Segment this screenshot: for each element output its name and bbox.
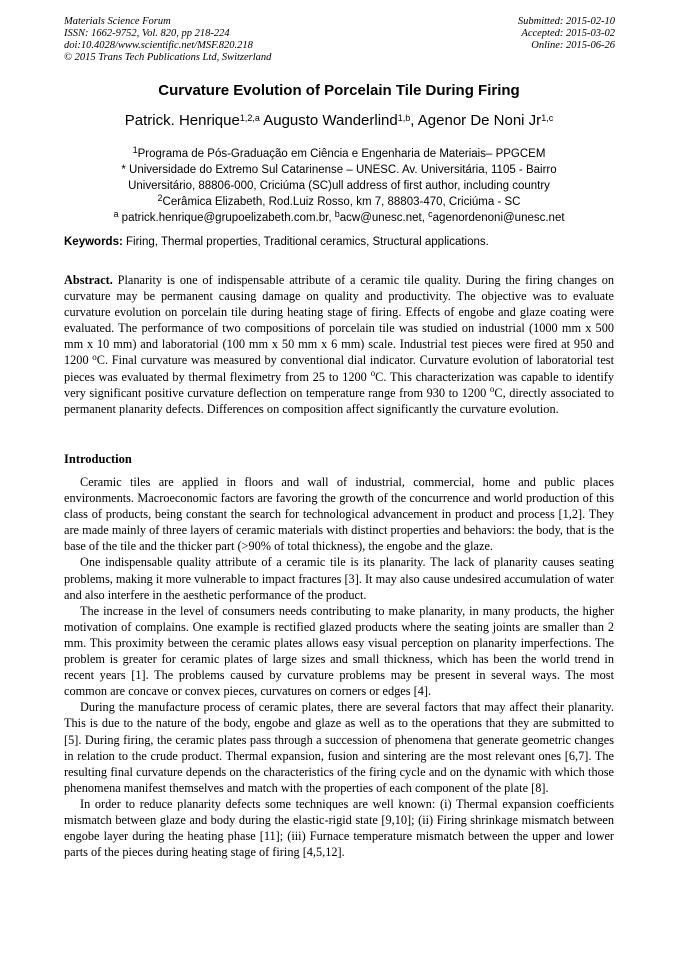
- submitted-date: Submitted: 2015-02-10: [517, 16, 615, 27]
- affiliation-2-cont: Universitário, 88806-000, Criciúma (SC)ull address of first author, including country: [128, 180, 550, 192]
- paper-title: Curvature Evolution of Porcelain Tile During Firing: [158, 82, 520, 99]
- section-heading-introduction: Introduction: [64, 452, 132, 466]
- abstract: Abstract. Planarity is one of indispensable attribute of a ceramic tile quality. During the firing changes on curvature may be permanent causing damage on quality and productivity. The objective was to evaluate curvature evolution on porcelain tile during heating stage of firing. Effects of engobe and glaze coating were evaluated. The performance of two compositions of porcelain tile was studied on industrial (1000 mm x 500 mm x 10 mm) and laboratorial (100 mm x 50 mm x 6 mm) scale. Industrial test pieces were fired at 950 and 1200 $^o$C. Final curvature was measured by conventional dial indicator. Curvature evolution of laboratorial test pieces was evaluated by thermal fleximetry from 25 to 1200 $^o$C. This characterization was capable to identify very significant positive curvature deflection on temperature range from 930 to 1200 $^o$C, directly associated to permanent planarity defects. Differences on composition affect significantly the curvature evolution.: [64, 273, 615, 416]
- copyright: © 2015 Trans Tech Publications Ltd, Switzerland: [64, 52, 272, 63]
- paragraph: During the manufacture process of ceramic plates, there are several factors that may affect their planarity. This is due to the nature of the body, engobe and glaze as well as to the operations that they are submitted to [5]. During firing, the ceramic plates pass through a succession of phenomena that generate geometric changes in relation to the crude product. Thermal expansion, fusion and sintering are the most relevant ones [6,7]. The resulting final curvature depends on the characteristics of the firing cycle and on the dynamic with which those phenomena manifest themselves and match with the properties of each component of the plate [8].: [64, 700, 614, 795]
- email-link[interactable]: acw@unesc.net,: [339, 212, 425, 224]
- paragraph: Ceramic tiles are applied in floors and wall of industrial, commercial, home and public places environments. Macroeconomic factors are favoring the growth of the concurrence and world production of this class of products, being constant the search for technological advancement in product and process [1,2]. They are made mainly of three layers of ceramic materials with distinct properties and behaviors: the body, that is the base of the tile and the thicker part (>90% of total thickness), the engobe and the glaze.: [64, 475, 614, 554]
- introduction-body: [64, 474, 614, 860]
- affiliation-3: $^2$Cerâmica Elizabeth, Rod.Luiz Rosso, km 7, 88803-470, Criciúma - SC: [157, 192, 521, 208]
- affiliation-2: * Universidade do Extremo Sul Catarinense – UNESC. Av. Universitária, 1105 - Bairro: [121, 164, 557, 176]
- affiliations: [0, 146, 678, 226]
- issn: ISSN: 1662-9752, Vol. 820, pp 218-224: [64, 28, 230, 39]
- publication-dates: [518, 16, 615, 52]
- keywords: [64, 236, 489, 248]
- affiliation-1: $^1$Programa de Pós-Graduação em Ciência e Engenharia de Materiais– PPGCEM: [132, 144, 546, 160]
- keywords-text: Firing, Thermal properties, Traditional ceramics, Structural applications.: [126, 236, 489, 248]
- author-affil-sup: 1,b: [397, 112, 411, 123]
- author-affil-sup: 1,c: [541, 112, 554, 123]
- journal-info: [64, 16, 271, 64]
- online-date: Online: 2015-06-26: [531, 40, 615, 51]
- keywords-label: Keywords:: [64, 236, 123, 248]
- author-emails: $^a$ patrick.henrique@grupoelizabeth.com.br, $^b$acw@unesc.net, $^c$agenordenoni@unesc.net: [113, 208, 565, 224]
- paragraph: One indispensable quality attribute of a ceramic tile is its planarity. The lack of planarity causes seating problems, making it more vulnerable to impact fractures [3]. It may also cause undesired accumulation of water and also interfere in the aesthetic performance of the product.: [64, 555, 614, 602]
- paragraph: In order to reduce planarity defects some techniques are well known: (i) Thermal expansion coefficients mismatch between glaze and body during the elastic-rigid state [9,10]; (ii) Firing shrinkage mismatch between engobe layer during the heating phase [11]; (iii) Furnace temperature mismatch between the upper and lower parts of the pieces during heating stage of firing [4,5,12].: [64, 796, 614, 860]
- email-link[interactable]: agenordenoni@unesc.net: [432, 212, 565, 224]
- paragraph: The increase in the level of consumers needs contributing to make planarity, in many products, the higher motivation of complains. One example is rectified glazed products where the seating joints are smaller than 2 mm. This proximity between the ceramic plates allows easy visual perception on planarity imperfections. The problem is greater for ceramic plates of large sizes and small thickness, which has been the world trend in recent years [1]. The problems caused by curvature problems may be present in several ways. The most common are concave or convex pieces, curvatures on corners or edges [4].: [64, 603, 614, 699]
- author-name: Augusto Wanderlind: [263, 112, 398, 129]
- author-affil-sup: 1,2,a: [239, 112, 260, 123]
- journal-name: Materials Science Forum: [64, 16, 171, 27]
- author-name: Patrick. Henrique: [124, 112, 240, 129]
- doi: doi:10.4028/www.scientific.net/MSF.820.218: [64, 40, 253, 51]
- author-list: Patrick. Henrique$^{1,2,a}$ Augusto Wanderlind$^{1,b}$, Agenor De Noni Jr$^{1,c}$: [124, 112, 554, 129]
- abstract-label: Abstract.: [64, 273, 113, 287]
- author-name: Agenor De Noni Jr: [417, 112, 542, 129]
- accepted-date: Accepted: 2015-03-02: [521, 28, 615, 39]
- email-link[interactable]: patrick.henrique@grupoelizabeth.com.br,: [121, 212, 332, 224]
